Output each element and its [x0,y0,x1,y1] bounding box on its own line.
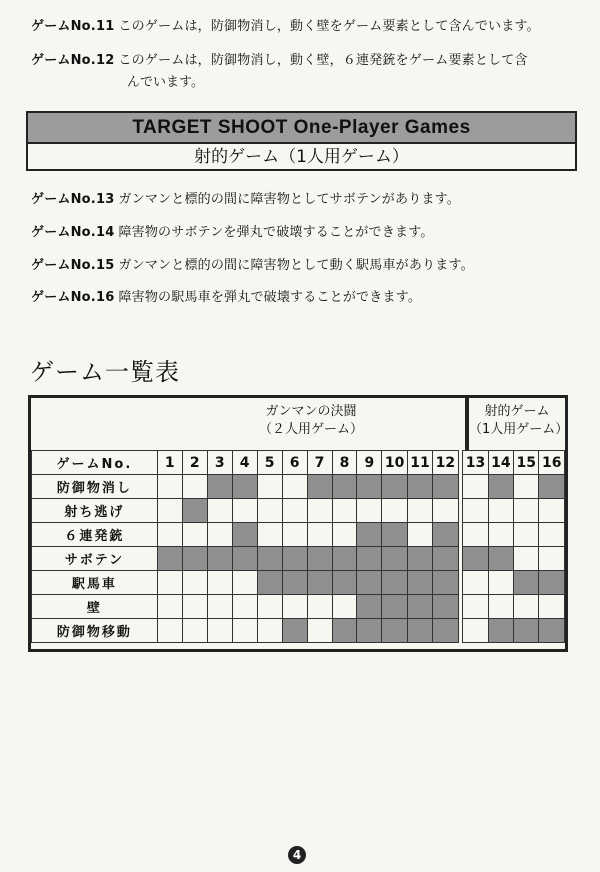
feature-cell-on [433,595,458,619]
feature-row [32,547,565,571]
group1-subtitle: （２人用ゲーム） [258,422,363,437]
feature-cell-off [514,523,539,547]
feature-label: ６連発銃 [32,523,158,547]
feature-cell-on [407,547,432,571]
feature-cell-off [207,595,232,619]
feature-cell-off [232,595,257,619]
feature-cell-off [232,571,257,595]
game-number-header: 13 [463,451,488,475]
feature-cell-off [463,475,488,499]
feature-label: サボテン [32,547,158,571]
feature-cell-on [182,547,207,571]
intro-line-12-cont: んでいます。 [127,75,204,90]
feature-cell-on [433,547,458,571]
feature-cell-on [407,595,432,619]
feature-cell-off [182,571,207,595]
feature-cell-off [433,499,458,523]
feature-cell-on [332,475,357,499]
feature-label: 壁 [32,595,158,619]
feature-cell-on [307,571,332,595]
feature-cell-off [157,571,182,595]
game-number-header: 16 [539,451,565,475]
feature-cell-off [157,523,182,547]
game-number-header: 14 [488,451,513,475]
feature-cell-off [539,595,565,619]
feature-cell-off [463,571,488,595]
feature-cell-off [488,499,513,523]
feature-cell-on [433,475,458,499]
feature-cell-off [157,475,182,499]
feature-row [32,499,565,523]
feature-cell-off [207,499,232,523]
feature-cell-on [357,547,382,571]
game-number: ゲームNo.15 [31,258,115,273]
feature-cell-off [282,499,307,523]
feature-cell-off [182,523,207,547]
feature-cell-on [433,571,458,595]
feature-cell-off [207,619,232,643]
game-description: このゲームは，防御物消し，動く壁，６連発銃をゲーム要素として含 [118,53,528,68]
target-shoot-banner [26,111,577,171]
game-description: ガンマンと標的の間に障害物としてサボテンがあります。 [118,192,460,207]
feature-cell-off [282,475,307,499]
feature-cell-off [463,619,488,643]
feature-cell-on [157,547,182,571]
game-number-header: 7 [307,451,332,475]
feature-cell-on [539,619,565,643]
feature-cell-on [232,547,257,571]
feature-cell-off [463,499,488,523]
feature-cell-on [182,499,207,523]
feature-cell-on [307,547,332,571]
feature-cell-on [407,619,432,643]
feature-cell-on [463,547,488,571]
game-number: ゲームNo.14 [31,225,115,240]
feature-cell-on [514,571,539,595]
game-number: ゲームNo.12 [31,53,115,68]
feature-cell-off [207,571,232,595]
feature-cell-off [514,475,539,499]
game-number-header: 12 [433,451,458,475]
feature-cell-off [207,523,232,547]
feature-cell-off [463,595,488,619]
game-number-header: 5 [257,451,282,475]
feature-cell-on [539,475,565,499]
feature-label: 防御物消し [32,475,158,499]
feature-cell-on [257,571,282,595]
feature-cell-off [182,619,207,643]
game-number-header: 9 [357,451,382,475]
feature-cell-on [257,547,282,571]
feature-cell-on [514,619,539,643]
feature-cell-off [357,499,382,523]
header-label: ゲームNo. [32,451,158,475]
group2-subtitle: （1人用ゲーム） [469,422,569,437]
feature-cell-off [257,595,282,619]
game-number: ゲームNo.11 [31,19,115,34]
feature-cell-off [514,499,539,523]
game-number: ゲームNo.16 [31,290,115,305]
target-line-15 [31,254,474,273]
feature-cell-on [332,547,357,571]
feature-cell-on [382,547,407,571]
feature-cell-off [182,475,207,499]
feature-cell-off [157,595,182,619]
game-number-header: 10 [382,451,407,475]
feature-label: 防御物移動 [32,619,158,643]
game-number-header: 1 [157,451,182,475]
feature-cell-off [157,499,182,523]
feature-cell-off [539,499,565,523]
feature-cell-on [282,571,307,595]
feature-cell-off [488,571,513,595]
game-number-header: 4 [232,451,257,475]
banner-title-en: TARGET SHOOT One-Player Games [28,113,575,144]
feature-cell-on [357,619,382,643]
game-number-header: 11 [407,451,432,475]
feature-cell-on [382,475,407,499]
feature-cell-on [382,619,407,643]
feature-cell-off [232,499,257,523]
feature-cell-off [382,499,407,523]
banner-title-jp: 射的ゲーム（1人用ゲーム） [194,147,409,167]
feature-cell-off [488,523,513,547]
target-line-16 [31,286,421,305]
feature-cell-off [257,523,282,547]
feature-row [32,619,565,643]
feature-cell-off [282,523,307,547]
game-number-header: 8 [332,451,357,475]
feature-cell-on [232,523,257,547]
group1-title: ガンマンの決闘 [265,404,357,419]
target-line-14 [31,221,434,240]
feature-cell-on [307,475,332,499]
feature-cell-on [488,475,513,499]
feature-cell-on [407,475,432,499]
feature-cell-off [157,619,182,643]
feature-cell-on [357,595,382,619]
feature-cell-off [282,595,307,619]
feature-cell-on [357,475,382,499]
group-gunman-duel [161,403,461,439]
feature-cell-off [407,523,432,547]
feature-cell-off [488,595,513,619]
feature-cell-on [539,571,565,595]
game-description: 障害物のサボテンを弾丸で破壊することができます。 [118,225,434,240]
group2-title: 射的ゲーム [484,404,550,419]
group-target-shoot [469,403,569,439]
feature-cell-off [257,475,282,499]
feature-cell-on [433,619,458,643]
feature-cell-on [282,619,307,643]
feature-cell-on [382,523,407,547]
feature-cell-off [332,595,357,619]
feature-row [32,571,565,595]
feature-cell-on [207,475,232,499]
feature-row [32,475,565,499]
feature-cell-off [307,523,332,547]
feature-cell-off [463,523,488,547]
game-description: このゲームは，防御物消し，動く壁をゲーム要素として含んでいます。 [118,19,540,34]
feature-cell-off [182,595,207,619]
game-number-header: 3 [207,451,232,475]
feature-cell-off [539,523,565,547]
feature-cell-off [257,499,282,523]
game-list-table [28,395,568,652]
section-title: ゲーム一覧表 [30,358,180,386]
feature-cell-on [357,571,382,595]
feature-cell-on [433,523,458,547]
feature-cell-off [332,523,357,547]
feature-cell-off [232,619,257,643]
game-number: ゲームNo.13 [31,192,115,207]
feature-row [32,595,565,619]
feature-cell-on [407,571,432,595]
feature-cell-on [332,571,357,595]
header-row [32,451,565,475]
feature-cell-on [488,547,513,571]
feature-cell-on [357,523,382,547]
feature-label: 駅馬車 [32,571,158,595]
game-number-header: 6 [282,451,307,475]
feature-cell-off [514,547,539,571]
target-line-13 [31,188,460,207]
intro-line-11 [31,15,540,34]
feature-cell-on [207,547,232,571]
feature-cell-off [307,619,332,643]
game-number-header: 15 [514,451,539,475]
feature-cell-on [282,547,307,571]
feature-cell-off [332,499,357,523]
feature-cell-off [407,499,432,523]
feature-cell-off [307,595,332,619]
intro-line-12 [31,49,528,68]
feature-label: 射ち逃げ [32,499,158,523]
feature-cell-off [539,547,565,571]
feature-grid [31,450,565,643]
feature-cell-off [514,595,539,619]
feature-cell-on [382,595,407,619]
feature-cell-on [232,475,257,499]
feature-cell-on [332,619,357,643]
feature-cell-on [488,619,513,643]
game-description: 障害物の駅馬車を弾丸で破壊することができます。 [118,290,422,305]
feature-row [32,523,565,547]
feature-cell-on [382,571,407,595]
game-number-header: 2 [182,451,207,475]
game-description: ガンマンと標的の間に障害物として動く駅馬車があります。 [118,258,474,273]
page-number: 4 [288,846,306,864]
feature-cell-off [307,499,332,523]
feature-cell-off [257,619,282,643]
